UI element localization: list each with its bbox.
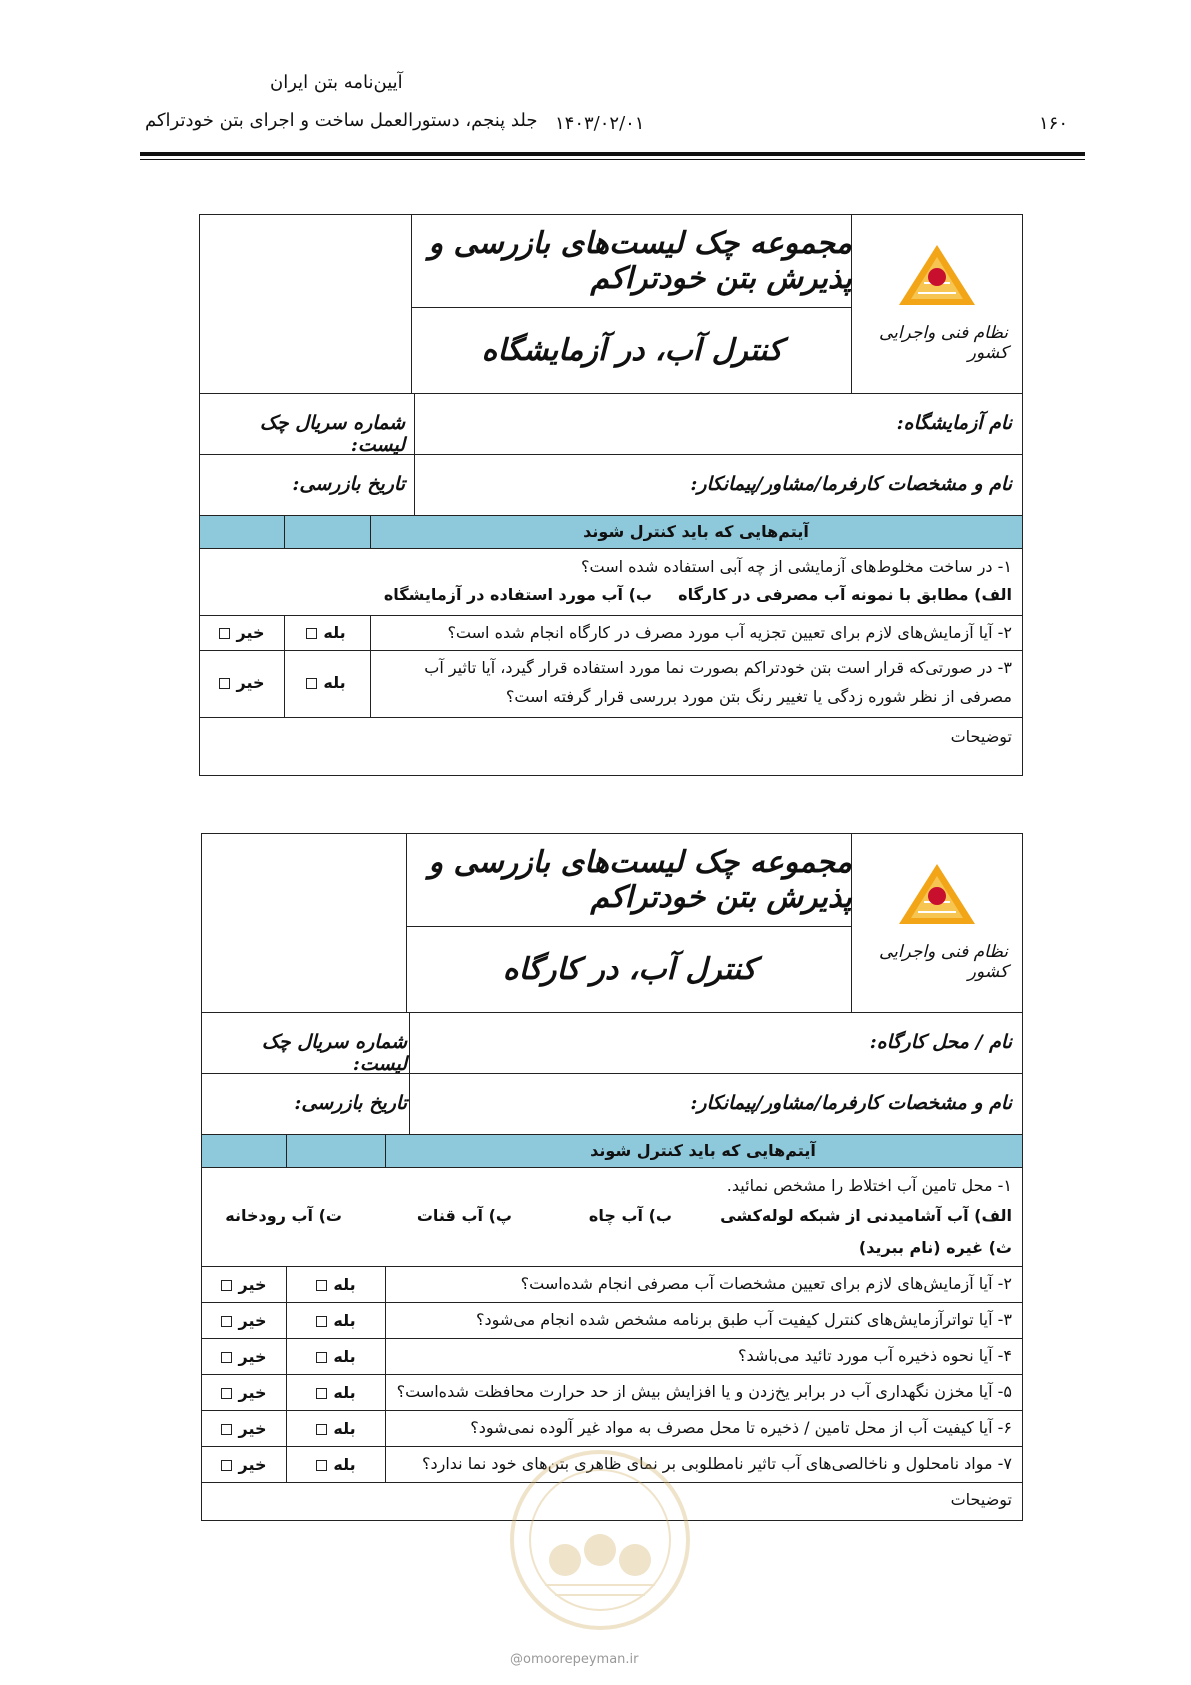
checklist-title: مجموعه چک لیست‌های بازرسی و پذیرش بتن خودتراکم [412, 215, 852, 308]
notes-label: توضیحات [950, 727, 1012, 746]
question-1: ۱- در ساخت مخلوط‌های آزمایشی از چه آبی استفاده شده است؟ [580, 557, 1012, 576]
question-5: ۵- آیا مخزن نگهداری آب در برابر یخ‌زدن و یا افزایش بیش از حد حرارت محافظت شده‌است؟ [396, 1382, 1012, 1401]
checklist-row-1 [200, 549, 1022, 616]
volume-title: جلد پنجم، دستورالعمل ساخت و اجرای بتن خودتراکم [145, 110, 538, 131]
no-checkbox[interactable]: خیر [202, 623, 282, 642]
checklist-title: مجموعه چک لیست‌های بازرسی و پذیرش بتن خودتراکم [407, 834, 852, 927]
logo-cell [851, 834, 1022, 1012]
items-header-text: آیتم‌هایی که باید کنترل شوند [590, 1141, 816, 1160]
info-row-site [202, 1012, 1022, 1073]
option-a: الف) مطابق با نمونه آب مصرفی در کارگاه [678, 585, 1012, 604]
info-row-employer [202, 1073, 1022, 1134]
checklist-subtitle: کنترل آب، در آزمایشگاه [481, 333, 783, 368]
watermark-seal-icon [505, 1445, 695, 1635]
employer-label: نام و مشخصات کارفرما/مشاور/پیمانکار: [690, 1092, 1012, 1114]
checklist-subtitle: کنترل آب، در کارگاه [502, 952, 757, 987]
checklist-row-6 [202, 1411, 1022, 1447]
option-e: ث) غیره (نام ببرید) [858, 1238, 1012, 1257]
edition-date: ۱۴۰۳/۰۲/۰۱ [555, 113, 645, 134]
info-row-lab [200, 393, 1022, 454]
notes-label: توضیحات [950, 1490, 1012, 1509]
checklist-row-2 [200, 616, 1022, 651]
option-b: ب) آب مورد استفاده در آزمایشگاه [383, 585, 652, 604]
header-rule-thick [140, 152, 1085, 156]
option-c: پ) آب قنات [416, 1206, 512, 1225]
checklist-row-4 [202, 1339, 1022, 1375]
checklist-site [201, 833, 1023, 1521]
option-a: الف) آب آشامیدنی از شبکه لوله‌کشی [720, 1206, 1012, 1225]
items-header [202, 1134, 1022, 1168]
book-title: آیین‌نامه بتن ایران [270, 72, 403, 93]
logo-text: نظام فنی واجرایی کشور [878, 942, 1008, 982]
no-checkbox[interactable]: خیر [204, 1419, 284, 1438]
yes-checkbox[interactable]: بله [296, 1419, 376, 1438]
question-4: ۴- آیا نحوه ذخیره آب مورد تائید می‌باشد؟ [738, 1346, 1012, 1365]
yes-checkbox[interactable]: بله [296, 1383, 376, 1402]
serial-number-label: شماره سریال چک لیست: [259, 412, 405, 456]
yes-checkbox[interactable]: بله [296, 1311, 376, 1330]
inspection-date-label: تاریخ بازرسی: [294, 1092, 407, 1114]
lab-name-label: نام آزمایشگاه: [896, 412, 1012, 434]
info-row-employer [200, 454, 1022, 515]
logo-text: نظام فنی واجرایی کشور [878, 323, 1008, 363]
site-name-label: نام / محل کارگاه: [869, 1031, 1012, 1053]
question-3-line-2: مصرفی از نظر شوره زدگی یا تغییر رنگ بتن مورد بررسی قرار گرفته است؟ [505, 687, 1012, 706]
inspection-date-label: تاریخ بازرسی: [292, 473, 405, 495]
question-1: ۱- محل تامین آب اختلاط را مشخص نمائید. [726, 1176, 1012, 1195]
checklist-row-1 [202, 1168, 1022, 1267]
question-6: ۶- آیا کیفیت آب از محل تامین / ذخیره تا محل مصرف به مواد غیر آلوده نمی‌شود؟ [470, 1418, 1012, 1437]
no-checkbox[interactable]: خیر [204, 1383, 284, 1402]
no-checkbox[interactable]: خیر [204, 1455, 284, 1474]
logo-icon [897, 862, 977, 932]
option-b: ب) آب چاه [588, 1206, 672, 1225]
no-checkbox[interactable]: خیر [202, 673, 282, 692]
question-3: ۳- آیا تواترآزمایش‌های کنترل کیفیت آب طبق برنامه مشخص شده انجام می‌شود؟ [476, 1310, 1012, 1329]
yes-checkbox[interactable]: بله [296, 1455, 376, 1474]
yes-checkbox[interactable]: بله [296, 1347, 376, 1366]
yes-checkbox[interactable]: بله [286, 623, 366, 642]
employer-label: نام و مشخصات کارفرما/مشاور/پیمانکار: [690, 473, 1012, 495]
question-7: ۷- مواد نامحلول و ناخالصی‌های آب تاثیر نامطلوبی بر نمای ظاهری بتن‌های خود نما ندارد؟ [421, 1454, 1012, 1473]
yes-checkbox[interactable]: بله [286, 673, 366, 692]
checklist-row-2 [202, 1267, 1022, 1303]
no-checkbox[interactable]: خیر [204, 1311, 284, 1330]
checklist-row-5 [202, 1375, 1022, 1411]
items-header [200, 515, 1022, 549]
checklist-lab [199, 214, 1023, 776]
logo-cell [851, 215, 1022, 393]
header-rule-thin [140, 159, 1085, 160]
checklist-row-3 [202, 1303, 1022, 1339]
yes-checkbox[interactable]: بله [296, 1275, 376, 1294]
watermark-url: @omoorepeyman.ir [510, 1652, 639, 1667]
title-cell [411, 215, 852, 393]
question-3-line-1: ۳- در صورتی‌که قرار است بتن خودتراکم بصورت نما مورد استفاده قرار گیرد، آیا تاثیر آب [424, 658, 1012, 677]
question-2: ۲- آیا آزمایش‌های لازم برای تعیین مشخصات آب مصرفی انجام شده‌است؟ [520, 1274, 1012, 1293]
no-checkbox[interactable]: خیر [204, 1275, 284, 1294]
title-cell [406, 834, 852, 1012]
serial-number-label: شماره سریال چک لیست: [261, 1031, 407, 1075]
checklist-row-3 [200, 651, 1022, 718]
page-number: ۱۶۰ [1038, 113, 1068, 134]
items-header-text: آیتم‌هایی که باید کنترل شوند [583, 522, 809, 541]
question-2: ۲- آیا آزمایش‌های لازم برای تعیین تجزیه آب مورد مصرف در کارگاه انجام شده است؟ [447, 623, 1012, 642]
no-checkbox[interactable]: خیر [204, 1347, 284, 1366]
logo-icon [897, 243, 977, 313]
option-d: ت) آب رودخانه [225, 1206, 342, 1225]
